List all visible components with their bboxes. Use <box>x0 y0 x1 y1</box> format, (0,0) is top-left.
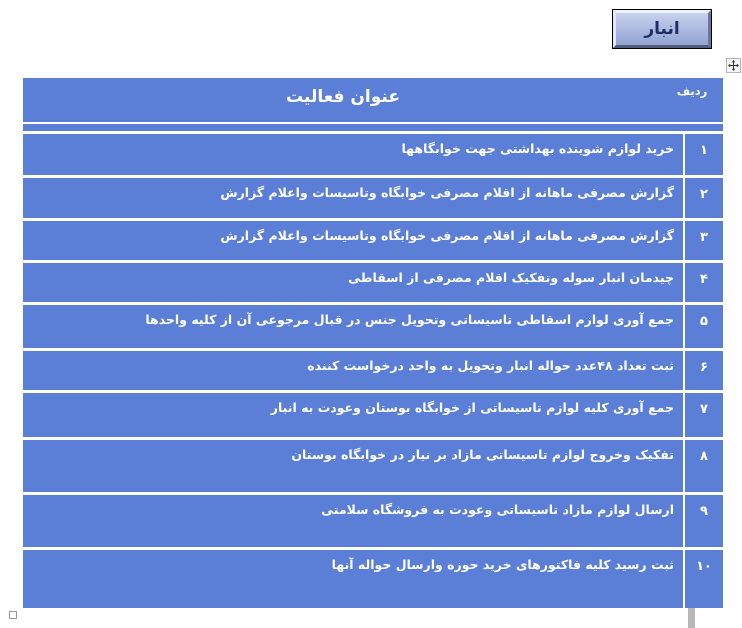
table-row <box>23 305 723 348</box>
row-number-cell: ۸ <box>685 440 723 492</box>
table-row <box>23 134 723 175</box>
anchor-square-icon <box>9 611 17 619</box>
activity-cell: ارسال لوازم مازاد تاسیساتی وعودت به فروشگاه سلامتی <box>23 495 683 547</box>
anbar-button-face <box>613 10 711 48</box>
activity-cell: جمع آوری کلیه لوازم تاسیساتی از خوابگاه بوستان وعودت به انبار <box>23 393 683 437</box>
column-header-radif: ردیف <box>676 84 708 98</box>
table-row <box>23 393 723 437</box>
activities-table <box>23 78 723 608</box>
table-move-icon[interactable] <box>726 58 741 73</box>
table-row <box>23 178 723 218</box>
table-row <box>23 495 723 547</box>
scrollbar-fragment[interactable] <box>688 608 695 628</box>
row-number-cell: ۳ <box>685 221 723 260</box>
activity-cell: گزارش مصرفی ماهانه از اقلام مصرفی خوابگاه وتاسیسات واعلام گزارش <box>23 221 683 260</box>
activity-cell: ثبت رسید کلیه فاکتورهای خرید حوزه وارسال حواله آنها <box>23 550 683 608</box>
header-spacer-row <box>23 124 723 131</box>
row-number-cell: ۶ <box>685 351 723 390</box>
anbar-button-label: انبار <box>644 19 680 39</box>
move-arrows-icon <box>728 60 739 71</box>
anbar-button[interactable] <box>612 9 712 49</box>
table-row <box>23 440 723 492</box>
activity-cell: خرید لوازم شوینده بهداشتی جهت خوابگاهها <box>23 134 683 175</box>
table-row <box>23 221 723 260</box>
row-number-cell: ۷ <box>685 393 723 437</box>
row-number-cell: ۹ <box>685 495 723 547</box>
column-header-activity: عنوان فعالیت <box>286 87 400 107</box>
table-row <box>23 263 723 302</box>
table-row <box>23 351 723 390</box>
row-number-cell: ۱۰ <box>685 550 723 608</box>
row-number-cell: ۲ <box>685 178 723 218</box>
activity-cell: جمع آوری لوازم اسقاطی تاسیساتی وتحویل جنس در قبال مرجوعی آن از کلیه واحدها <box>23 305 683 348</box>
row-number-cell: ۱ <box>685 134 723 175</box>
activity-cell: گزارش مصرفی ماهانه از اقلام مصرفی خوابگاه وتاسیسات واعلام گزارش <box>23 178 683 218</box>
activity-cell: تفکیک وخروج لوازم تاسیساتی مازاد بر نیاز در خوابگاه بوستان <box>23 440 683 492</box>
row-number-cell: ۴ <box>685 263 723 302</box>
table-header-row <box>23 78 723 122</box>
table-row <box>23 550 723 608</box>
row-number-cell: ۵ <box>685 305 723 348</box>
activity-cell: چیدمان انبار سوله وتفکیک اقلام مصرفی از اسقاطی <box>23 263 683 302</box>
activity-cell: ثبت تعداد ۴۸عدد حواله انبار وتحویل به واحد درخواست کننده <box>23 351 683 390</box>
